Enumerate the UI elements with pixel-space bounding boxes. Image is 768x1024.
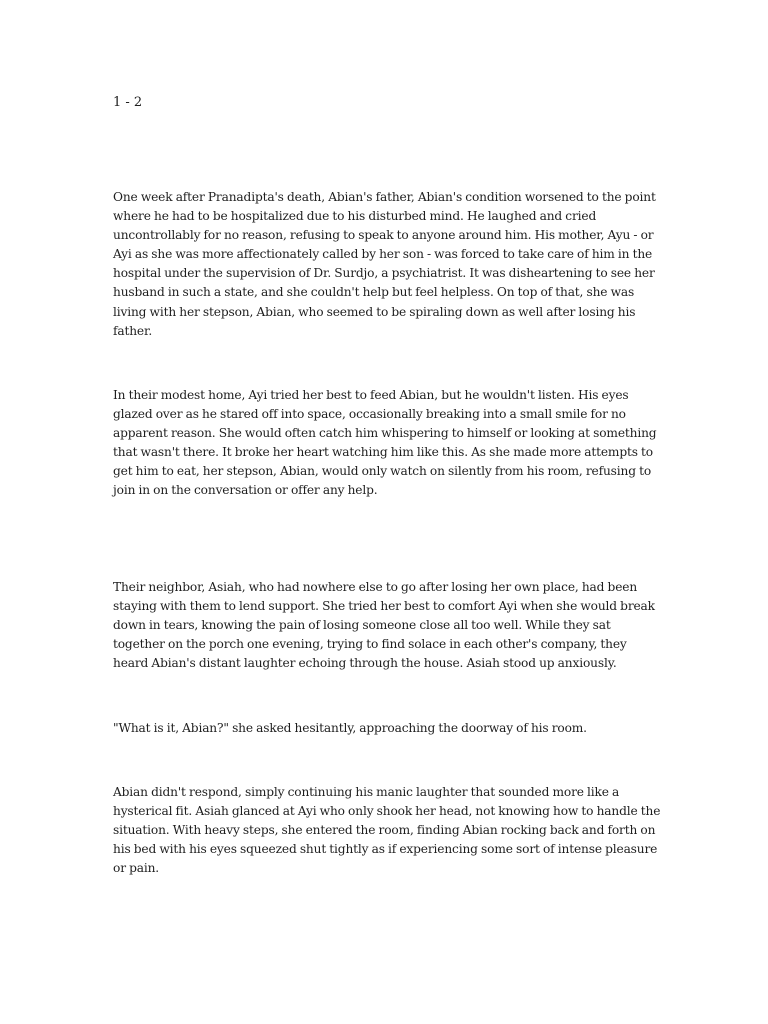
paragraph: Abian didn't respond, simply continuing his manic laughter that sounded more like a hysterical fit. Asiah glanced at Ayi who only shook her head, not knowing how to handle the situation. With heavy steps, she entered the room, finding Abian rocking back and forth on his bed with his eyes squeezed shut tightly as if experiencing some sort of intense pleasure or pain.: [113, 785, 661, 876]
paragraph: "What is it, Abian?" she asked hesitantly, approaching the doorway of his room.: [113, 721, 587, 735]
paragraph: Their neighbor, Asiah, who had nowhere else to go after losing her own place, had been staying with them to lend support. She tried her best to comfort Ayi when she would break down in tears, knowing the pain of losing someone close all too well. While they sat together on the porch one evening, trying to find solace in each other's company, they heard Abian's distant laughter echoing through the house. Asiah stood up anxiously.: [113, 580, 655, 671]
paragraph: One week after Pranadipta's death, Abian's father, Abian's condition worsened to the point where he had to be hospitalized due to his disturbed mind. He laughed and cried uncontrollably for no reason, refusing to speak to anyone around him. His mother, Ayu - or Ayi as she was more affectionately called by her son - was forced to take care of him in the hospital under the supervision of Dr. Surdjo, a psychiatrist. It was disheartening to see her husband in such a state, and she couldn't help but feel helpless. On top of that, she was living with her stepson, Abian, who seemed to be spiraling down as well after losing his father.: [113, 190, 656, 338]
page-heading: 1 - 2: [113, 95, 143, 110]
paragraph: In their modest home, Ayi tried her best to feed Abian, but he wouldn't listen. His eyes glazed over as he stared off into space, occasionally breaking into a small smile for no apparent reason. She would often catch him whispering to himself or looking at something that wasn't there. It broke her heart watching him like this. As she made more attempts to get him to eat, her stepson, Abian, would only watch on silently from his room, refusing to join in on the conversation or offer any help.: [113, 388, 657, 498]
